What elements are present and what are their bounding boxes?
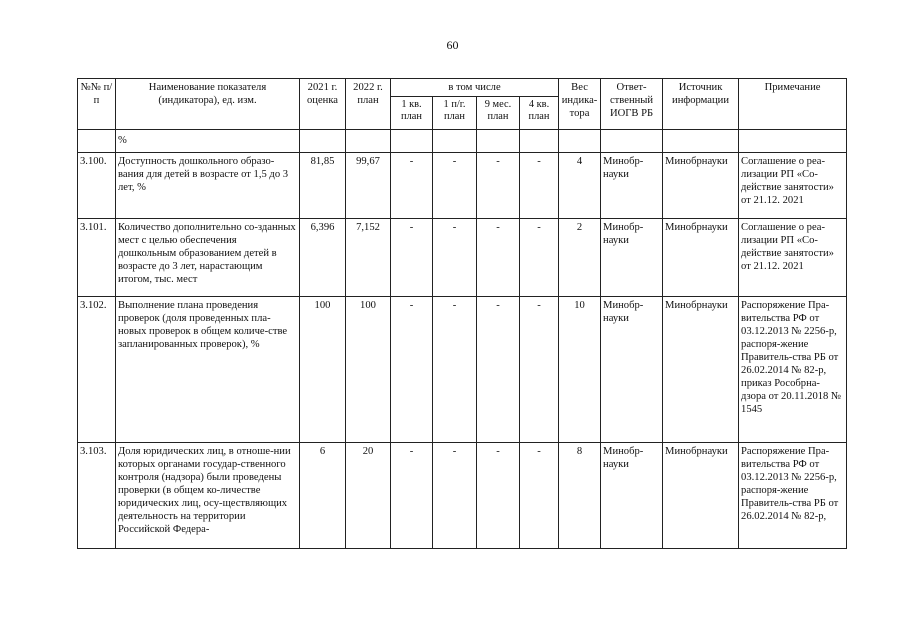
page-number: 60	[446, 38, 459, 52]
row-note: Соглашение о реа-лизации РП «Со-действие занятости» от 21.12. 2021	[739, 153, 847, 219]
row-note: Соглашение о реа-лизации РП «Со-действие занятости» от 21.12. 2021	[739, 219, 847, 297]
row-source: Минобрнауки	[663, 297, 739, 443]
header-q1: 1 кв. план	[391, 97, 433, 130]
row-responsible: Минобр-науки	[601, 443, 663, 549]
table-row	[78, 297, 847, 443]
row-9m: -	[477, 153, 520, 219]
row-q1: -	[391, 297, 433, 443]
header-q4: 4 кв. план	[520, 97, 559, 130]
row-2022: 7,152	[346, 219, 391, 297]
indicators-table	[77, 78, 847, 549]
row-q1: -	[391, 153, 433, 219]
unit-row	[78, 130, 847, 153]
row-note: Распоряжение Пра-вительства РФ от 03.12.2013 № 2256-р, распоря-жение Правитель-ства РБ от 26.02.2014 № 82-р, приказ Рособрна-дзора от 20.11.2018 № 1545	[739, 297, 847, 443]
row-9m: -	[477, 219, 520, 297]
table-row	[78, 219, 847, 297]
row-num: 3.103.	[78, 443, 116, 549]
row-name: Выполнение плана проведения проверок (доля проведенных пла-новых проверок в общем количе-стве запланированных проверок), %	[116, 297, 300, 443]
header-including: в том числе	[391, 79, 559, 97]
header-row	[78, 79, 847, 97]
row-name: Доступность дошкольного образо-вания для детей в возрасте от 1,5 до 3 лет, %	[116, 153, 300, 219]
row-q4: -	[520, 153, 559, 219]
row-num: 3.102.	[78, 297, 116, 443]
header-note: Примечание	[739, 79, 847, 130]
row-weight: 2	[559, 219, 601, 297]
row-h1: -	[433, 153, 477, 219]
header-2021: 2021 г. оценка	[300, 79, 346, 130]
header-source: Источник информации	[663, 79, 739, 130]
row-q4: -	[520, 443, 559, 549]
header-num: №№ п/п	[78, 79, 116, 130]
row-h1: -	[433, 443, 477, 549]
row-2021: 81,85	[300, 153, 346, 219]
row-num: 3.100.	[78, 153, 116, 219]
row-2022: 99,67	[346, 153, 391, 219]
table-row	[78, 153, 847, 219]
row-q1: -	[391, 443, 433, 549]
row-q1: -	[391, 219, 433, 297]
row-h1: -	[433, 297, 477, 443]
row-9m: -	[477, 297, 520, 443]
row-responsible: Минобр-науки	[601, 297, 663, 443]
row-q4: -	[520, 297, 559, 443]
row-2021: 6,396	[300, 219, 346, 297]
table-row	[78, 443, 847, 549]
row-source: Минобрнауки	[663, 443, 739, 549]
row-9m: -	[477, 443, 520, 549]
header-9m: 9 мес. план	[477, 97, 520, 130]
unit-cell: %	[116, 130, 300, 153]
header-responsible: Ответ-ственный ИОГВ РБ	[601, 79, 663, 130]
row-2022: 20	[346, 443, 391, 549]
row-h1: -	[433, 219, 477, 297]
row-note: Распоряжение Пра-вительства РФ от 03.12.2013 № 2256-р, распоря-жение Правитель-ства РБ от 26.02.2014 № 82-р,	[739, 443, 847, 549]
row-num: 3.101.	[78, 219, 116, 297]
header-weight: Вес индика-тора	[559, 79, 601, 130]
row-2022: 100	[346, 297, 391, 443]
row-q4: -	[520, 219, 559, 297]
row-weight: 10	[559, 297, 601, 443]
header-h1: 1 п/г. план	[433, 97, 477, 130]
row-2021: 6	[300, 443, 346, 549]
header-name: Наименование показателя (индикатора), ед. изм.	[116, 79, 300, 130]
row-weight: 4	[559, 153, 601, 219]
row-weight: 8	[559, 443, 601, 549]
row-name: Количество дополнительно со-зданных мест с целью обеспечения дошкольным образованием детей в возрасте до 3 лет, нарастающим итогом, тыс. мест	[116, 219, 300, 297]
row-2021: 100	[300, 297, 346, 443]
row-responsible: Минобр-науки	[601, 219, 663, 297]
row-source: Минобрнауки	[663, 153, 739, 219]
header-2022: 2022 г. план	[346, 79, 391, 130]
row-name: Доля юридических лиц, в отноше-нии которых органами государ-ственного контроля (надзора) были проведены проверки (в общем ко-личестве юридических лиц, осу-ществляющих деятельность на территории Российской Федера-	[116, 443, 300, 549]
row-responsible: Минобр-науки	[601, 153, 663, 219]
row-source: Минобрнауки	[663, 219, 739, 297]
